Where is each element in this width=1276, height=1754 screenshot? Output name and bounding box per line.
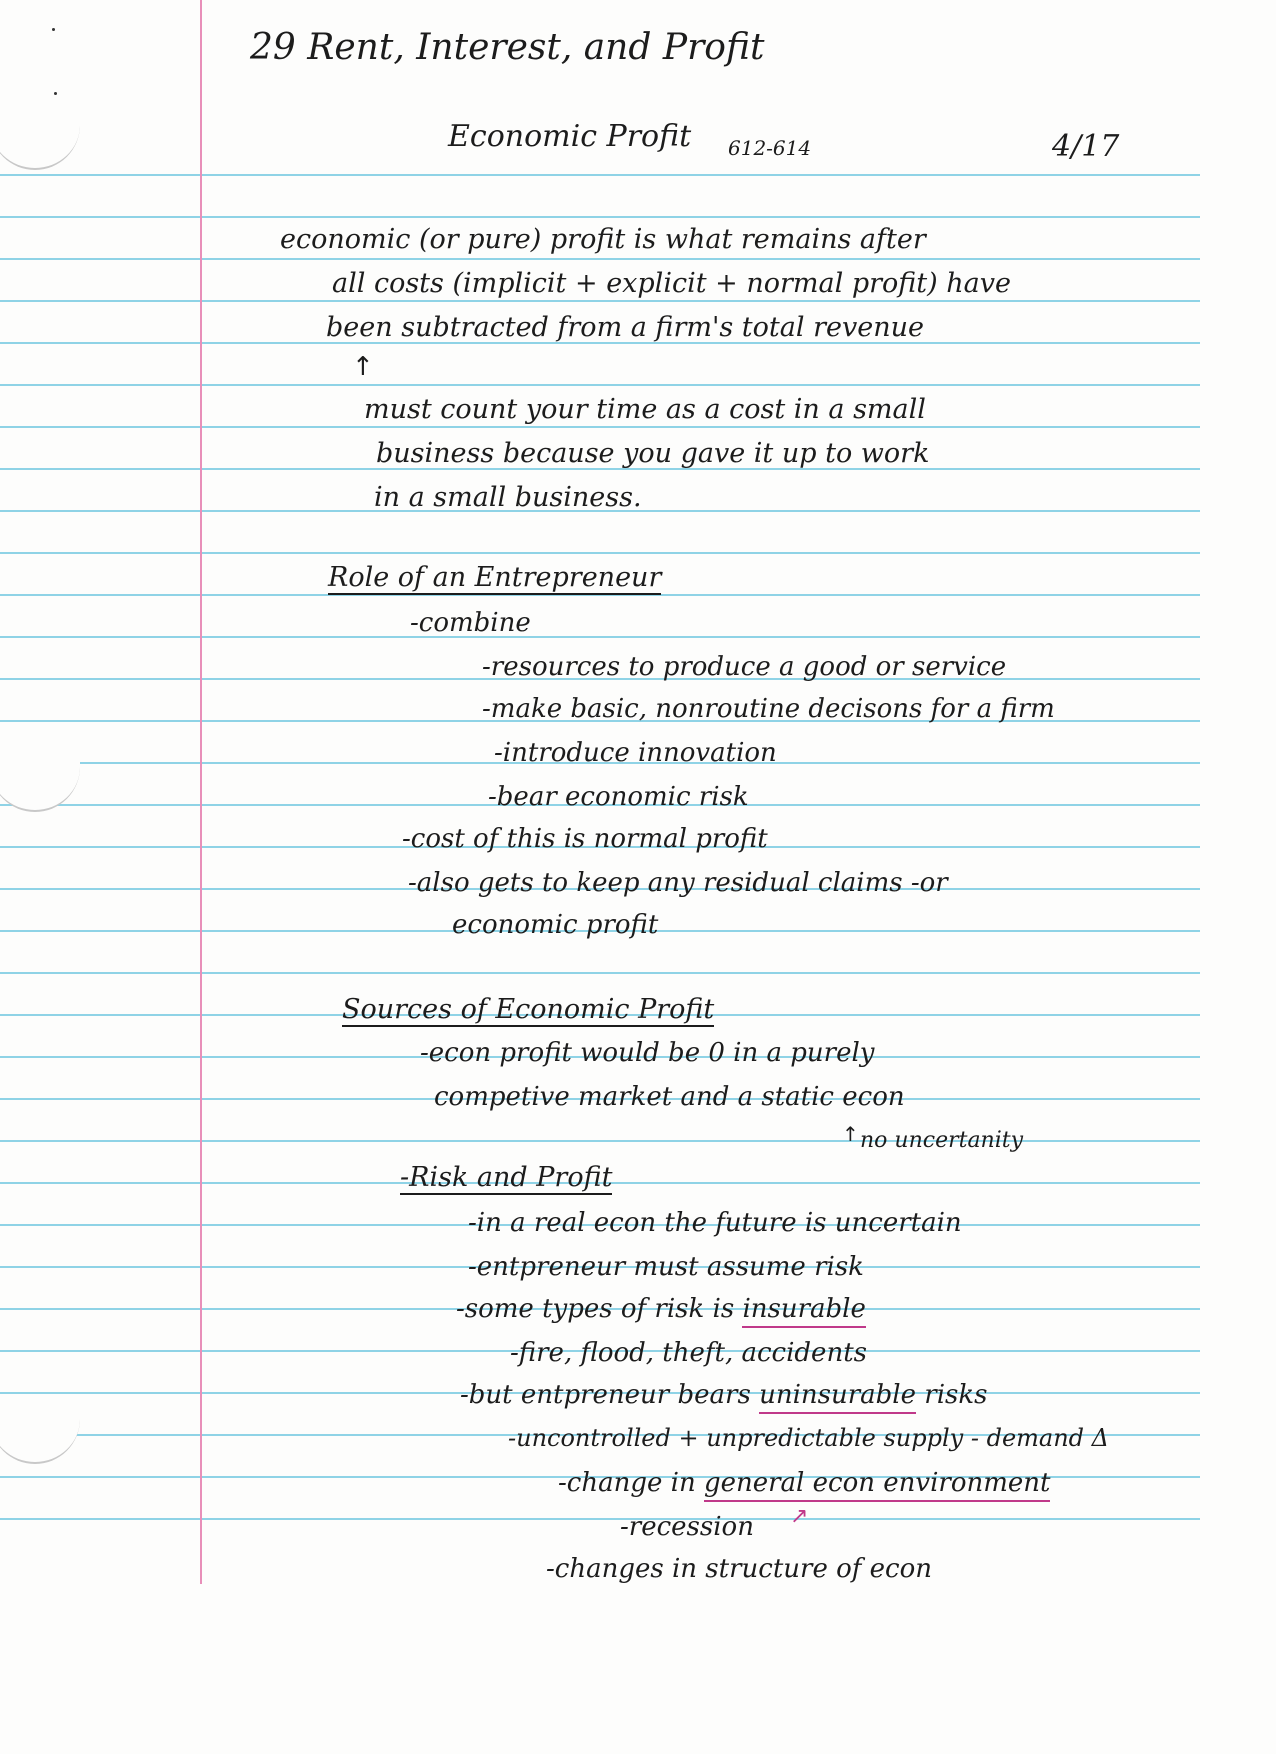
page-range: 612-614	[728, 136, 812, 160]
uninsurable-detail: -uncontrolled + unpredictable supply - demand Δ	[508, 1424, 1109, 1452]
recession-mark-icon: ↗	[790, 1504, 809, 1529]
up-arrow-icon: ↑	[842, 1122, 859, 1146]
definition-line: been subtracted from a firm's total revenue	[326, 312, 924, 343]
punch-hole-middle	[0, 758, 80, 812]
change-word: general econ environment	[704, 1468, 1050, 1502]
section-title: Economic Profit	[448, 119, 692, 154]
structure-line: -changes in structure of econ	[546, 1554, 932, 1584]
entrepreneur-line: -bear economic risk	[488, 782, 749, 812]
speck	[54, 92, 57, 95]
uninsurable-word: uninsurable	[759, 1380, 916, 1414]
change-prefix: -change in	[558, 1468, 704, 1498]
insurable-examples: -fire, flood, theft, accidents	[510, 1338, 867, 1368]
risk-heading: -Risk and Profit	[400, 1162, 613, 1193]
chapter-title: 29 Rent, Interest, and Profit	[250, 27, 765, 68]
risk-line: -entpreneur must assume risk	[468, 1252, 864, 1282]
entrepreneur-line: -also gets to keep any residual claims -or	[408, 868, 948, 898]
insurable-word: insurable	[742, 1294, 865, 1328]
up-arrow-icon: ↑	[352, 352, 374, 382]
punch-hole-bottom	[0, 1410, 80, 1464]
risk-line: -in a real econ the future is uncertain	[468, 1208, 962, 1238]
uncertainty-note: no uncertanity	[860, 1128, 1024, 1153]
pen-mark	[790, 1666, 798, 1672]
uninsurable-suffix: risks	[916, 1380, 988, 1410]
definition-note-line: in a small business.	[374, 482, 642, 513]
entrepreneur-line: -make basic, nonroutine decisons for a firm	[482, 694, 1055, 724]
entrepreneur-line: -cost of this is normal profit	[402, 824, 768, 854]
entrepreneur-line: economic profit	[452, 910, 659, 940]
definition-line: all costs (implicit + explicit + normal profit) have	[332, 268, 1011, 299]
change-line	[558, 1470, 1050, 1496]
definition-note-line: must count your time as a cost in a small	[364, 394, 926, 425]
speck	[52, 28, 55, 31]
uninsurable-line	[460, 1382, 987, 1408]
margin-line	[200, 0, 202, 1590]
punch-hole-top	[0, 116, 80, 170]
sources-line: competive market and a static econ	[434, 1082, 905, 1112]
entrepreneur-line: -introduce innovation	[494, 738, 777, 768]
speck	[1144, 1650, 1147, 1653]
uninsurable-prefix: -but entpreneur bears	[460, 1380, 760, 1410]
insurable-prefix: -some types of risk is	[456, 1294, 743, 1324]
definition-note-line: business because you gave it up to work	[376, 438, 930, 469]
entrepreneur-heading: Role of an Entrepreneur	[328, 562, 662, 593]
entrepreneur-line: -resources to produce a good or service	[482, 652, 1007, 682]
date: 4/17	[1052, 129, 1120, 164]
scan-edge	[0, 1586, 6, 1754]
recession-line: -recession	[620, 1512, 754, 1542]
definition-line: economic (or pure) profit is what remains after	[280, 224, 926, 255]
sources-line: -econ profit would be 0 in a purely	[420, 1038, 875, 1068]
insurable-line	[456, 1296, 866, 1322]
entrepreneur-line: -combine	[410, 608, 531, 638]
sources-heading: Sources of Economic Profit	[342, 994, 715, 1025]
